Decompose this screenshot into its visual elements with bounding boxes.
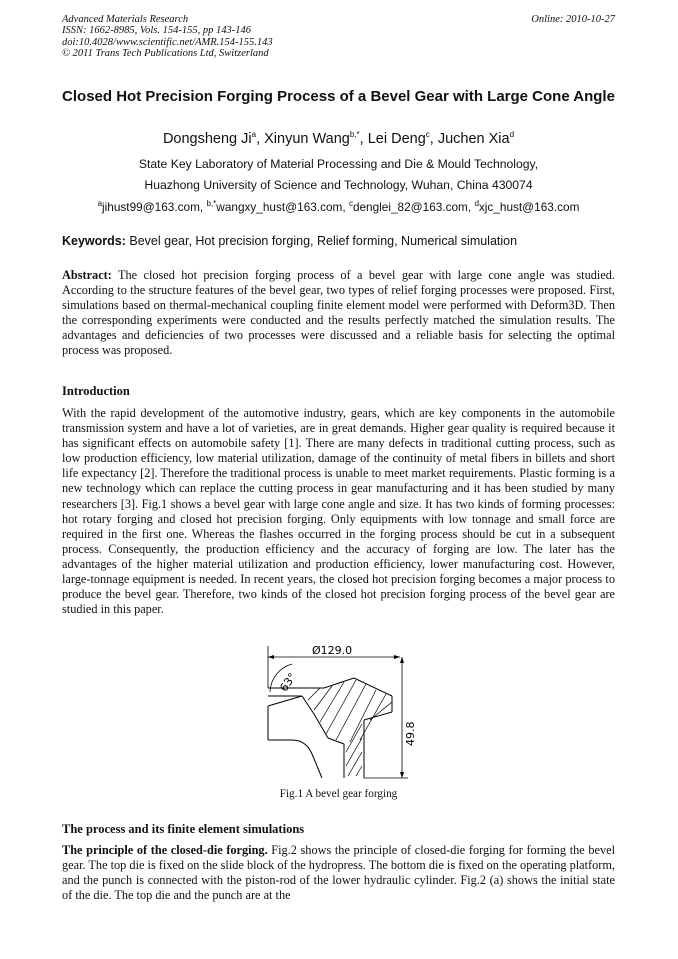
affiliation-line-2: Huazhong University of Science and Technology, Wuhan, China 430074 xyxy=(144,178,533,192)
author-name: Dongsheng Ji xyxy=(162,131,252,147)
email-sup: c xyxy=(348,199,353,209)
diameter-dimension: Ø129.0 xyxy=(312,644,353,657)
affiliation-line-1: State Key Laboratory of Material Processing and Die & Mould Technology, xyxy=(138,157,539,171)
email-address[interactable]: wangxy_hust@163.com, xyxy=(216,200,346,214)
journal-name: Advanced Materials Research xyxy=(62,14,189,25)
author-sup: a xyxy=(251,130,257,140)
introduction-heading: Introduction xyxy=(62,384,130,398)
copyright-line: © 2011 Trans Tech Publications Ltd, Switzerland xyxy=(62,47,269,59)
author-name: Xinyun Wang xyxy=(264,131,350,147)
abstract xyxy=(62,268,615,359)
author-list: Dongsheng Ji$^a$, Xinyun Wang$^{b,*}$, Lei Deng$^c$, Juchen Xia$^d$ xyxy=(162,130,515,147)
introduction-text: With the rapid development of the automotive industry, gears, which are key components in the automobile transmission system and have a lot of varieties, are in great demands. Higher gear quality is required because it has significant effects on automobile safety [1]. There are many defects in traditional cutting process, such as low production efficiency, low material utilization, damage of the continuity of metal fibers in billets and short life expectancy [2]. Therefore the traditional process is unable to meet market requirements. Plastic forming is a new technology which can replace the cutting process in gear manufacturing and it has been studied by many researchers [3]. Fig.1 shows a bevel gear with large cone angle and size. It has two kinds of forming processes: hot rotary forging and closed hot precision forging. Only equipments with low tonnage and small force are required in the first one. Whereas the flashes occurred in the forging process should be cut in a subsequent process. Consequently, the production efficiency and the accuracy of forging are low. The later has the advantages of the higher material utilization and production efficiency, lower manufacturing cost. However, large-tonnage equipment is needed. In recent years, the closed hot precision forging becomes a major process to produce the bevel gear. Therefore, two kinds of the closed hot precision forging process of the bevel gear are studied in this paper. xyxy=(62,406,615,617)
keywords-text: Bevel gear, Hot precision forging, Relief forming, Numerical simulation xyxy=(129,234,518,248)
author-sup: c xyxy=(425,130,430,140)
online-date: Online: 2010-10-27 xyxy=(531,14,615,25)
email-address[interactable]: jihust99@163.com, xyxy=(102,200,204,214)
email-address[interactable]: xjc_hust@163.com xyxy=(478,200,580,214)
keywords-label: Keywords: xyxy=(62,234,126,248)
author-name: Juchen Xia xyxy=(437,131,510,147)
email-sup: a xyxy=(97,199,103,209)
angle-dimension: 63° xyxy=(277,670,300,695)
height-dimension: 49.8 xyxy=(404,721,417,746)
email-address[interactable]: denglei_82@163.com, xyxy=(352,200,472,214)
figure-caption: Fig.1 A bevel gear forging xyxy=(279,788,398,800)
email-sup: d xyxy=(474,199,479,209)
email-sup: b,* xyxy=(206,199,217,209)
abstract-text: The closed hot precision forging process of a bevel gear with large cone angle was studied. According to the structure features of the bevel gear, two types of relief forging processes were proposed. First, simulations based on thermal-mechanical coupling finite element model were performed with Deform3D. Then the corresponding experiments were conducted and the results perfectly matched the simulation results. The advantages and deficiencies of two processes were discussed and a reliable basis for selecting the optimal process was proposed. xyxy=(62,268,615,358)
closed-die-paragraph xyxy=(62,843,615,903)
abstract-label: Abstract: xyxy=(62,268,112,282)
paper-title: Closed Hot Precision Forging Process of a Bevel Gear with Large Cone Angle xyxy=(62,88,615,105)
email-list xyxy=(62,200,615,214)
keywords xyxy=(62,234,615,248)
author-name: Lei Deng xyxy=(367,131,426,147)
doi-line: doi:10.4028/www.scientific.net/AMR.154-155.143 xyxy=(62,36,273,48)
issn-line: ISSN: 1662-8985, Vols. 154-155, pp 143-146 xyxy=(62,25,251,37)
bevel-gear-drawing xyxy=(262,640,422,780)
journal-header xyxy=(62,14,273,59)
author-sup: d xyxy=(509,130,515,140)
author-sup: b,* xyxy=(349,130,360,140)
closed-die-lead: The principle of the closed-die forging. xyxy=(62,843,268,857)
process-section-heading: The process and its finite element simulations xyxy=(62,822,305,836)
closed-die-text: Fig.2 shows the principle of closed-die forging for forming the bevel gear. The top die is fixed on the slide block of the hydropress. The bottom die is fixed on the operating platform, and the punch is connected with the piston-rod of the lower hydraulic cylinder. Fig.2 (a) shows the initial state of the die. The top die and the punch are at the xyxy=(62,843,615,903)
